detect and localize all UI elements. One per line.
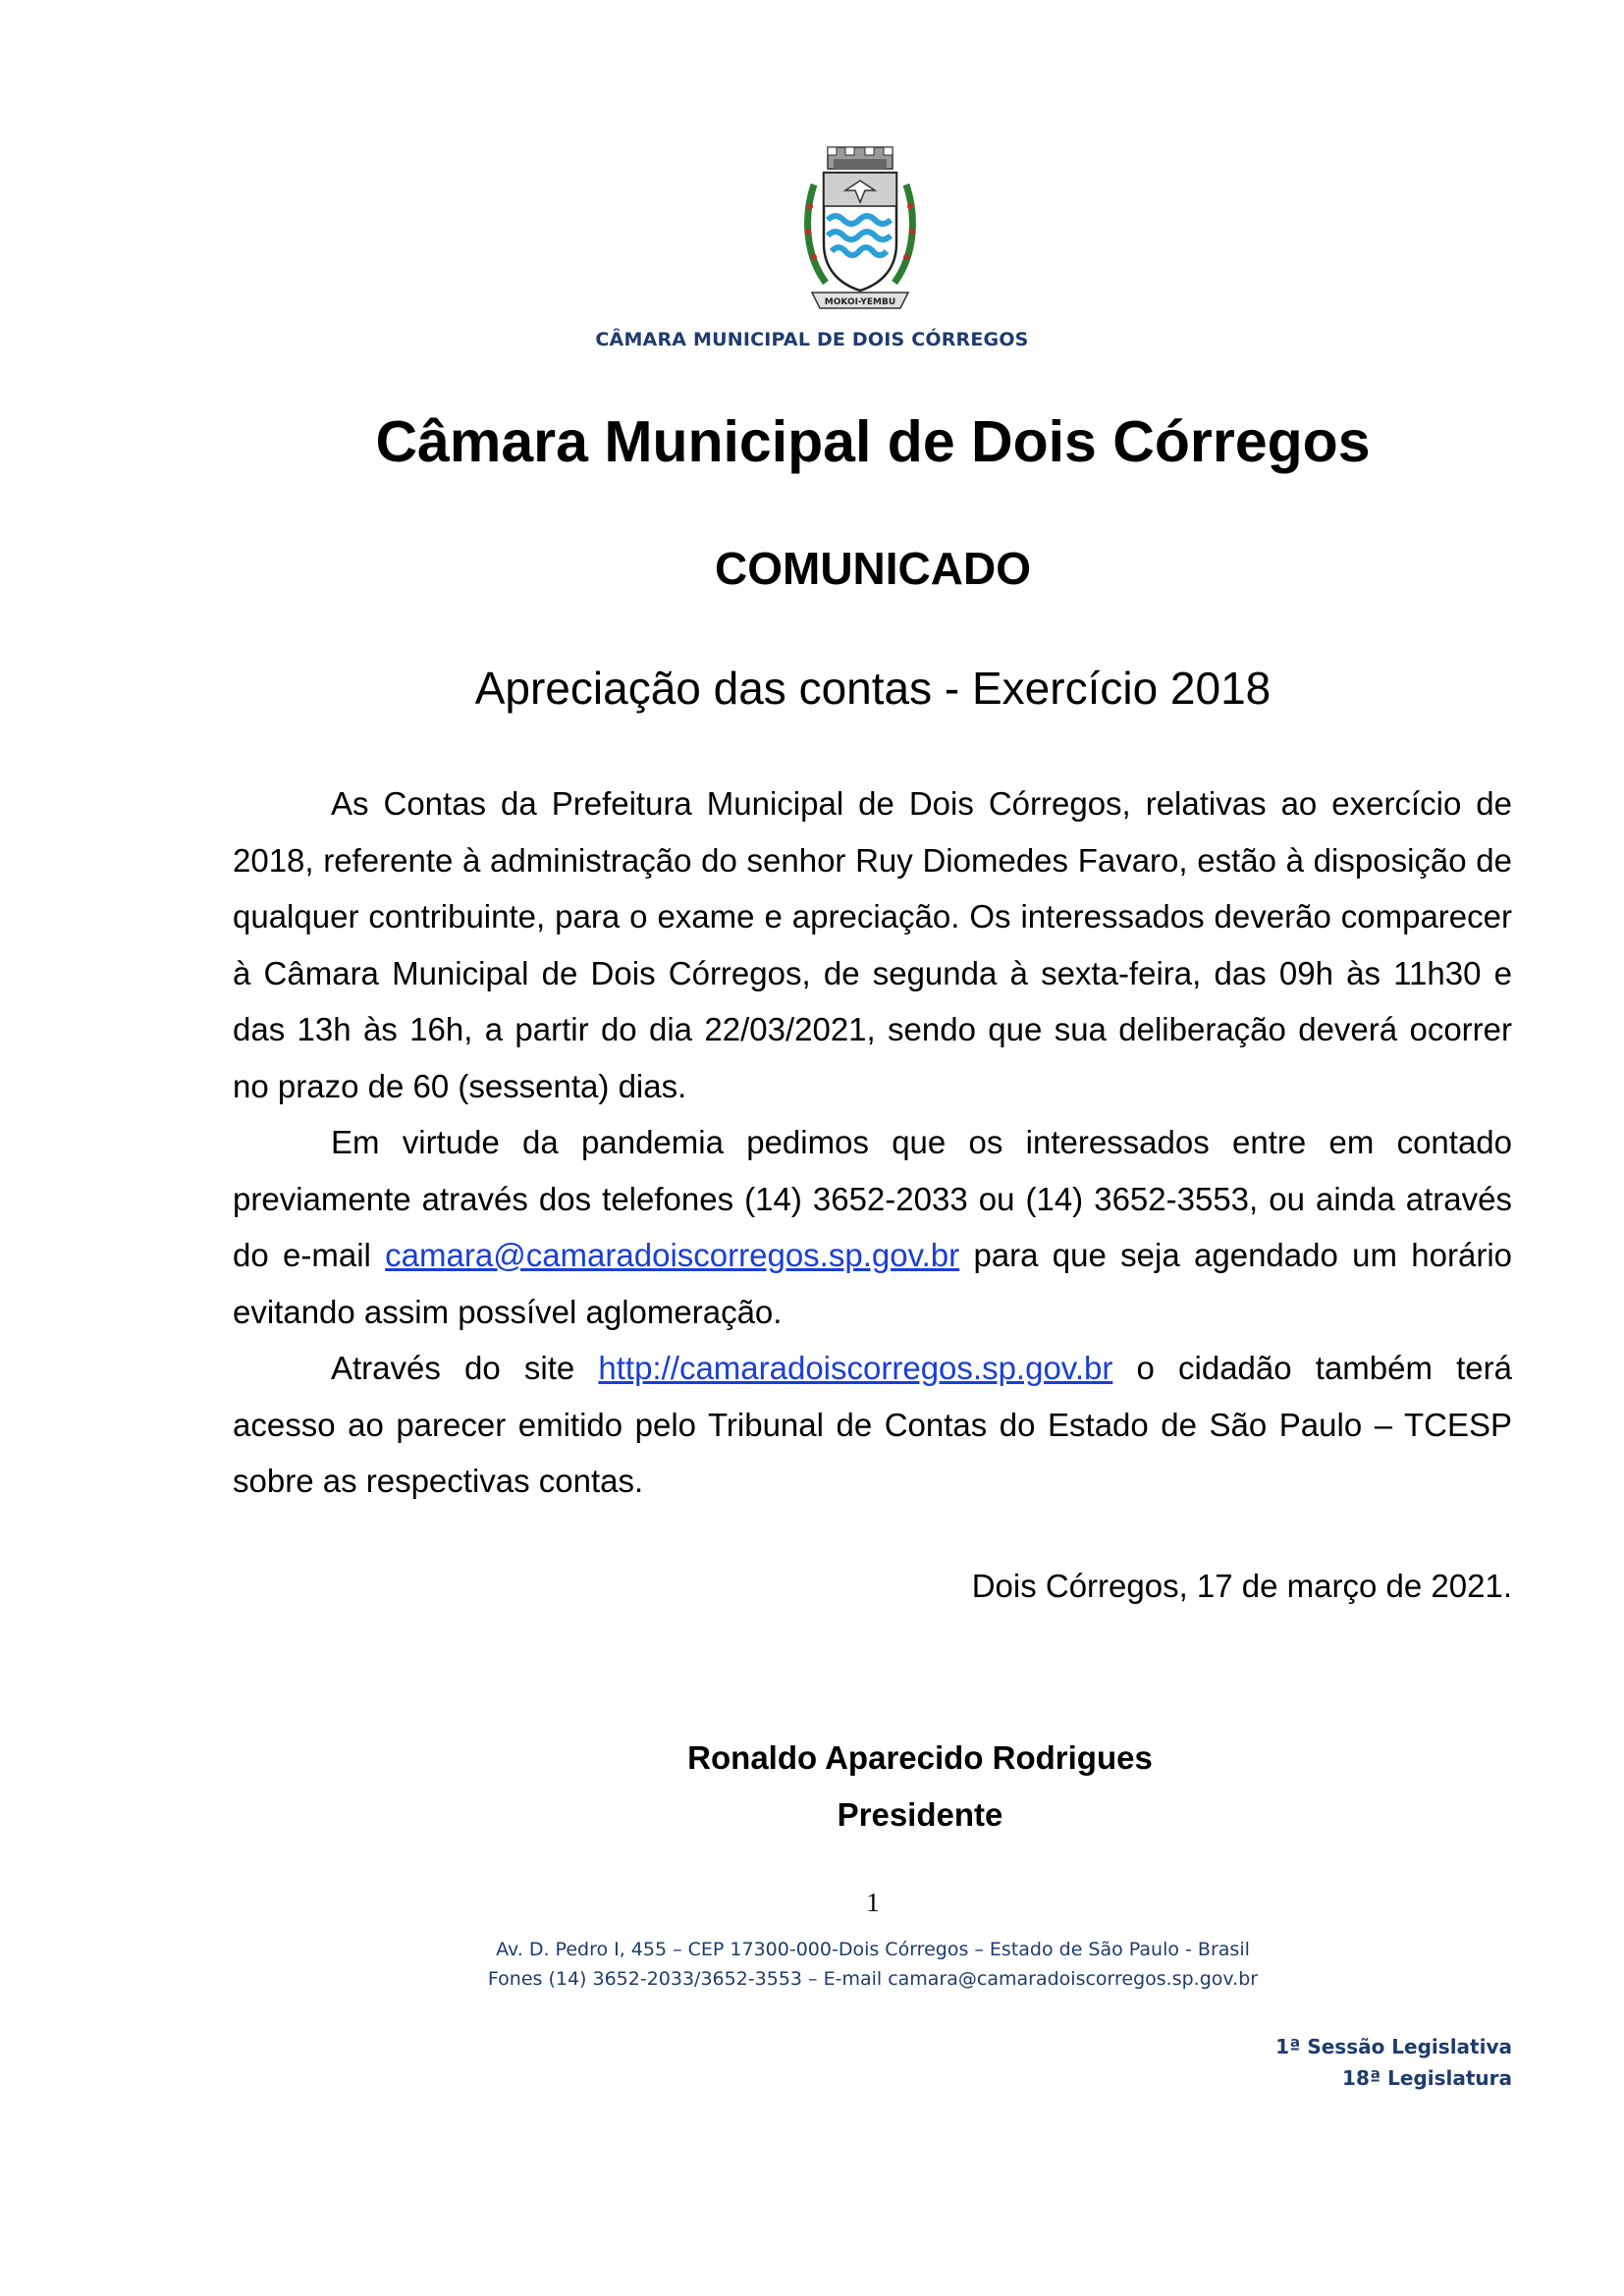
document-subtitle: COMUNICADO <box>715 543 1031 594</box>
paragraph-3-text-end: o cidadão também terá acesso ao parecer emitido pelo Tribunal de Contas do Estado de São Paulo – TCESP sobre as respectivas contas. <box>233 1350 1512 1499</box>
page-number: 1 <box>866 1888 880 1917</box>
paragraph-1: As Contas da Prefeitura Municipal de Dois Córregos, relativas ao exercício de 2018, referente à administração do senhor Ruy Diomedes Favaro, estão à disposição de qualquer contribuinte, para o exame e apreciação. Os interessados deverão comparecer à Câmara Municipal de Dois Córregos, de segunda à sexta-feira, das 09h às 11h30 e das 13h às 16h, a partir do dia 22/03/2021, sendo que sua deliberação deverá ocorrer no prazo de 60 (sessenta) dias. <box>233 785 1512 1104</box>
footer-contact: Fones (14) 3652-2033/3652-3553 – E-mail camara@camaradoiscorregos.sp.gov.br <box>487 1968 1259 1990</box>
legislative-session: 1ª Sessão Legislativa <box>1275 2035 1512 2058</box>
paragraph-3-text-start: Através do site <box>331 1350 599 1386</box>
paragraph-2-text-start: Em virtude da pandemia pedimos que os interessados entre em contado previamente através dos telefones (14) 3652-2033 ou (14) 3652-3553, ou ainda através do e-mail <box>233 1124 1512 1273</box>
paragraph-2-text-end: para que seja agendado um horário evitando assim possível aglomeração. <box>233 1237 1513 1330</box>
paragraph-2 <box>233 1114 1512 1340</box>
signer-role: Presidente <box>837 1796 1003 1833</box>
crest-motto: MOKOI-YEMBU <box>824 297 896 307</box>
document-title: Câmara Municipal de Dois Córregos <box>375 409 1371 474</box>
crest-icon <box>796 145 924 314</box>
email-link[interactable]: camara@camaradoiscorregos.sp.gov.br <box>385 1237 960 1273</box>
legislature-number: 18ª Legislatura <box>1342 2066 1512 2090</box>
document-body <box>233 775 1512 1510</box>
paragraph-3 <box>233 1340 1512 1510</box>
municipal-crest-logo <box>796 145 924 314</box>
document-heading: Apreciação das contas - Exercício 2018 <box>474 663 1272 714</box>
document-date: Dois Córregos, 17 de março de 2021. <box>971 1568 1512 1604</box>
organization-name: CÂMARA MUNICIPAL DE DOIS CÓRREGOS <box>595 329 1029 350</box>
site-link[interactable]: http://camaradoiscorregos.sp.gov.br <box>598 1350 1113 1386</box>
signer-name: Ronaldo Aparecido Rodrigues <box>687 1739 1153 1776</box>
footer-address: Av. D. Pedro I, 455 – CEP 17300-000-Dois Córregos – Estado de São Paulo - Brasil <box>496 1939 1250 1960</box>
